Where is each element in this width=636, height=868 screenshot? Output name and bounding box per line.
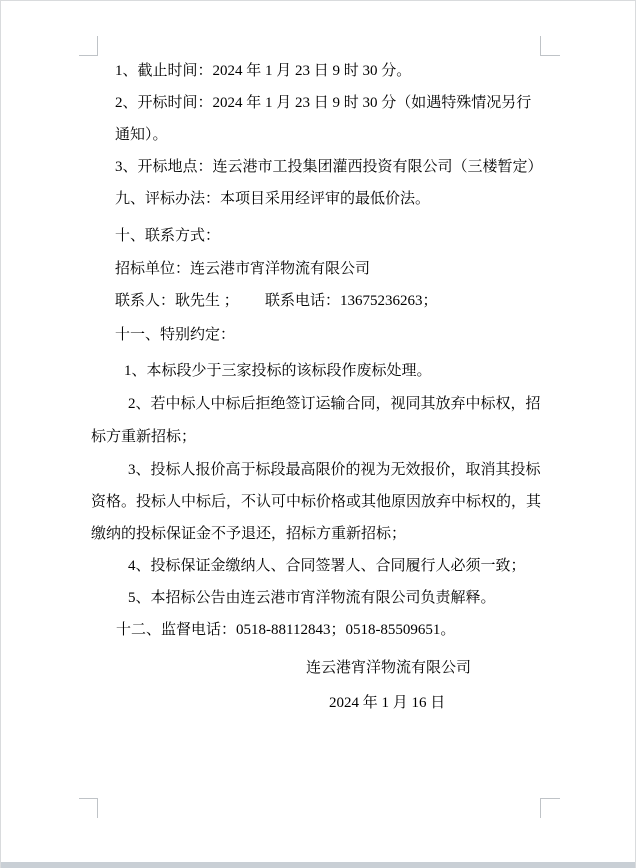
doc-line-supervision-phone: 十二、监督电话：0518-88112843；0518-85509651。 [116,622,456,638]
doc-line-special-term-1: 1、本标段少于三家投标的该标段作废标处理。 [124,363,432,379]
margin-crop-mark-top-right [540,36,560,56]
doc-line-opening-time-cont: 通知）。 [115,127,168,143]
margin-crop-mark-top-left [79,36,98,56]
doc-line-special-term-3-cont2: 缴纳的投标保证金不予退还，招标方重新招标； [91,526,407,542]
doc-line-deadline-time: 1、截止时间：2024 年 1 月 23 日 9 时 30 分。 [115,63,412,79]
doc-line-signature-company: 连云港宵洋物流有限公司 [306,660,472,676]
doc-line-special-term-2-cont: 标方重新招标； [91,429,197,445]
doc-line-special-term-3-cont1: 资格。投标人中标后，不认可中标价格或其他原因放弃中标权的，其 [91,494,542,510]
doc-line-tender-unit: 招标单位：连云港市宵洋物流有限公司 [115,261,371,277]
doc-line-special-terms-heading: 十一、特别约定： [115,327,236,343]
margin-crop-mark-bottom-right [540,798,560,818]
margin-crop-mark-bottom-left [79,798,98,818]
doc-line-special-term-2: 2、若中标人中标后拒绝签订运输合同，视同其放弃中标权，招 [128,396,541,412]
doc-line-opening-place: 3、开标地点：连云港市工投集团灌西投资有限公司（三楼暂定） [115,159,543,175]
doc-line-signature-date: 2024 年 1 月 16 日 [329,695,446,711]
doc-line-special-term-3: 3、投标人报价高于标段最高限价的视为无效报价，取消其投标 [128,462,541,478]
doc-line-contact-person-phone: 联系人：耿先生 ； 联系电话：13675236263； [115,293,438,309]
doc-line-special-term-5: 5、本招标公告由连云港市宵洋物流有限公司负责解释。 [128,590,496,606]
doc-line-evaluation-method: 九、评标办法：本项目采用经评审的最低价法。 [115,191,431,207]
doc-line-special-term-4: 4、投标保证金缴纳人、合同签署人、合同履行人必须一致； [128,558,526,574]
page-bottom-edge [1,862,635,868]
doc-line-opening-time: 2、开标时间：2024 年 1 月 23 日 9 时 30 分（如遇特殊情况另行 [115,95,532,111]
doc-line-contact-heading: 十、联系方式： [115,228,221,244]
